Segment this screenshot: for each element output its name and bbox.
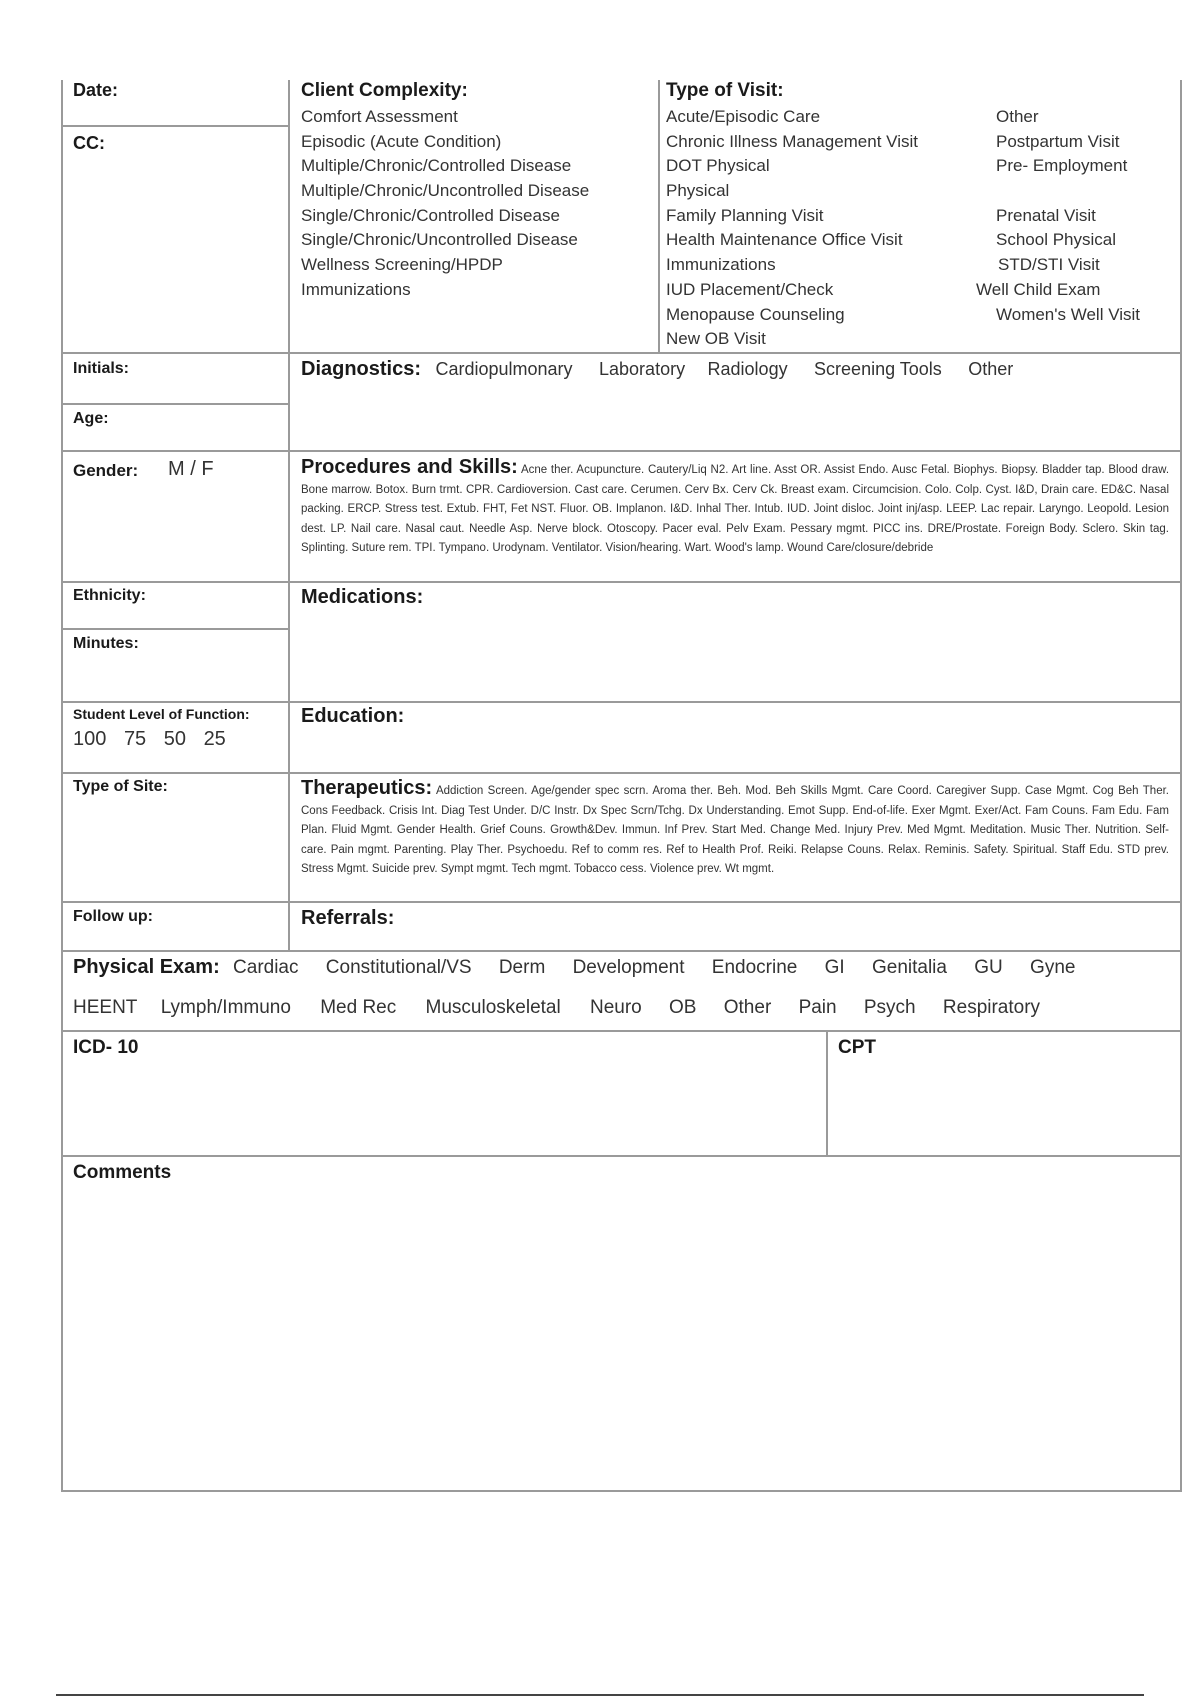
visit-column-divider (658, 80, 660, 354)
visit-item[interactable]: Chronic Illness Management Visit (666, 132, 918, 151)
procedures-title: Procedures and Skills: (301, 456, 518, 478)
cc-item[interactable]: Single/Chronic/Uncontrolled Disease (301, 230, 578, 249)
level-100[interactable]: 100 (73, 728, 107, 750)
visit-item[interactable]: Women's Well Visit (996, 305, 1141, 324)
age-label: Age: (73, 410, 109, 427)
type-of-site-label: Type of Site: (73, 778, 168, 795)
row-divider-top (61, 352, 1182, 354)
procedures-section (301, 456, 1169, 559)
therapeutics-title: Therapeutics: (301, 777, 433, 799)
exam-option[interactable]: OB (669, 997, 697, 1018)
visit-item[interactable]: Well Child Exam (976, 280, 1101, 299)
row-divider-icd (61, 1155, 1182, 1157)
exam-option[interactable]: HEENT (73, 997, 138, 1018)
initials-label: Initials: (73, 360, 130, 377)
cc-label: CC: (73, 133, 105, 153)
cc-item[interactable]: Episodic (Acute Condition) (301, 132, 502, 151)
row-divider-ethnicity (61, 628, 290, 630)
exam-option[interactable]: Development (572, 957, 685, 978)
visit-item[interactable]: Health Maintenance Office Visit (666, 230, 903, 249)
row-divider-therapeutics (61, 901, 1182, 903)
cc-item[interactable]: Comfort Assessment (301, 107, 458, 126)
exam-option[interactable]: Cardiac (233, 957, 299, 978)
visit-item[interactable]: Other (996, 107, 1039, 126)
level-75[interactable]: 75 (123, 728, 147, 750)
visit-item[interactable]: Prenatal Visit (996, 206, 1096, 225)
exam-option[interactable]: Endocrine (711, 957, 798, 978)
diagnostics-section (301, 358, 1013, 381)
row-divider-bottom (61, 1490, 1182, 1492)
student-level-label: Student Level of Function: (73, 706, 250, 722)
visit-item[interactable]: Family Planning Visit (666, 206, 824, 225)
minutes-label: Minutes: (73, 635, 139, 652)
exam-option[interactable]: Respiratory (942, 997, 1041, 1018)
diagnostics-option[interactable]: Cardiopulmonary (435, 359, 573, 379)
exam-option[interactable]: Psych (863, 997, 916, 1018)
visit-item[interactable]: STD/STI Visit (998, 255, 1100, 274)
row-divider-initials (61, 403, 290, 405)
exam-option[interactable]: Pain (798, 997, 837, 1018)
physical-exam-row-2 (73, 997, 1062, 1019)
left-border (61, 80, 63, 1492)
level-25[interactable]: 25 (203, 728, 226, 750)
medications-title: Medications: (301, 586, 424, 608)
row-divider-education (61, 772, 1182, 774)
row-divider-date (61, 125, 290, 127)
icd-10-label: ICD- 10 (73, 1037, 139, 1058)
date-label: Date: (73, 80, 119, 100)
cc-item[interactable]: Multiple/Chronic/Controlled Disease (301, 156, 572, 175)
exam-option[interactable]: GU (974, 957, 1003, 978)
physical-exam-row-1 (73, 956, 1097, 979)
gender-value[interactable]: M / F (168, 458, 214, 480)
education-title: Education: (301, 705, 405, 727)
ethnicity-label: Ethnicity: (73, 587, 146, 604)
row-divider-referrals (61, 950, 1182, 952)
exam-option[interactable]: Gyne (1030, 957, 1076, 978)
exam-option[interactable]: Med Rec (320, 997, 397, 1018)
student-level-values (73, 728, 226, 751)
level-50[interactable]: 50 (163, 728, 186, 750)
exam-option[interactable]: Musculoskeletal (425, 997, 561, 1018)
exam-option[interactable]: GI (824, 957, 845, 978)
visit-item[interactable]: New OB Visit (666, 329, 766, 348)
follow-up-label: Follow up: (73, 908, 153, 925)
diagnostics-option[interactable]: Laboratory (599, 359, 686, 379)
visit-item[interactable]: Pre- Employment (996, 156, 1128, 175)
cc-item[interactable]: Single/Chronic/Controlled Disease (301, 206, 560, 225)
diagnostics-option[interactable]: Other (968, 359, 1014, 379)
diagnostics-option[interactable]: Radiology (707, 359, 788, 379)
row-divider-medications (61, 701, 1182, 703)
visit-item[interactable]: DOT Physical (666, 156, 770, 175)
cpt-label: CPT (838, 1037, 876, 1058)
row-divider-physical-exam (61, 1030, 1182, 1032)
comments-label: Comments (73, 1162, 172, 1183)
right-border (1180, 80, 1182, 1492)
cc-item[interactable]: Wellness Screening/HPDP (301, 255, 503, 274)
gender-label: Gender: (73, 461, 139, 480)
icd-cpt-divider (826, 1031, 828, 1155)
left-column-divider (288, 80, 290, 950)
visit-item[interactable]: School Physical (996, 230, 1117, 249)
exam-option[interactable]: Neuro (589, 997, 642, 1018)
therapeutics-text[interactable]: Addiction Screen. Age/gender spec scrn. Aroma ther. Beh. Mod. Beh Skills Mgmt. Care Coord. Caregiver Supp. Case Mgmt. Cog Beh Ther. Cons Feedback. Crisis Int. Diag Test Under. D/C Instr. Dx Spec Scrn/Tchg. Dx Understanding. Emot Supp. End-of-life. Exer Mgmt. Exer/Act. Fam Couns. Fam Edu. Fam Plan. Fluid Mgmt. Gender Health. Grief Couns. Growth&Dev. Immun. Inf Prev. Start Med. Change Med. Injury Prev. Med Mgmt. Meditation. Music Ther. Nutrition. Self-care. Pain mgmt. Parenting. Play Ther. Psychoedu. Ref to comm res. Ref to Health Prof. Reiki. Relapse Couns. Relax. Reminis. Safety. Spiritual. Staff Edu. STD prev. Stress Mgmt. Suicide prev. Sympt mgmt. Tech mgmt. Tobacco cess. Violence prev. Wt mgmt. (301, 785, 1169, 875)
row-divider-procedures (61, 581, 1182, 583)
exam-option[interactable]: Constitutional/VS (325, 957, 472, 978)
exam-option[interactable]: Genitalia (871, 957, 947, 978)
exam-option[interactable]: Derm (498, 957, 546, 978)
visit-item[interactable]: Immunizations (666, 255, 776, 274)
visit-item[interactable]: Menopause Counseling (666, 305, 845, 324)
exam-option[interactable]: Other (723, 997, 772, 1018)
physical-exam-title: Physical Exam: (73, 956, 220, 978)
procedures-text[interactable]: Acne ther. Acupuncture. Cautery/Liq N2. Art line. Asst OR. Assist Endo. Ausc Fetal. Biophys. Biopsy. Bladder tap. Blood draw. Bone marrow. Botox. Burn trmt. CPR. Cardioversion. Cast care. Cerumen. Cerv Bx. Cerv Ck. Breast exam. Circumcision. Colo. Colp. Cyst. I&D, Drain care. ED&C. Nasal packing. ERCP. Stress test. Extub. FHT, Fet NST. Fluor. OB. Implanon. I&D. Inhal Ther. Intub. IUD. Joint disloc. Joint inj/asp. LEEP. Lac repair. Laryngo. Leopold. Lesion dest. LP. Nail care. Nasal caut. Needle Asp. Nerve block. Otoscopy. Pacer eval. Pelv Exam. Pessary mgmt. PICC ins. DRE/Prostate. Foreign Body. Sclero. Skin tag. Splinting. Suture rem. TPI. Tympano. Urodynam. Ventilator. Vision/hearing. Wart. Wood's lamp. Wound Care/closure/debride (301, 464, 1170, 554)
cc-item[interactable]: Multiple/Chronic/Uncontrolled Disease (301, 181, 590, 200)
footer-line (56, 1694, 1144, 1696)
therapeutics-section (301, 777, 1169, 880)
cc-item[interactable]: Immunizations (301, 280, 411, 299)
visit-item[interactable]: Acute/Episodic Care (666, 107, 821, 126)
visit-item[interactable]: Physical (666, 181, 730, 200)
row-divider-diagnostics (61, 450, 1182, 452)
visit-item[interactable]: Postpartum Visit (996, 132, 1120, 151)
visit-item[interactable]: IUD Placement/Check (666, 280, 834, 299)
referrals-title: Referrals: (301, 907, 395, 929)
diagnostics-option[interactable]: Screening Tools (814, 359, 942, 379)
exam-option[interactable]: Lymph/Immuno (160, 997, 291, 1018)
type-of-visit-title: Type of Visit: (666, 80, 784, 101)
diagnostics-title: Diagnostics: (301, 358, 422, 380)
client-complexity-title: Client Complexity: (301, 80, 468, 101)
